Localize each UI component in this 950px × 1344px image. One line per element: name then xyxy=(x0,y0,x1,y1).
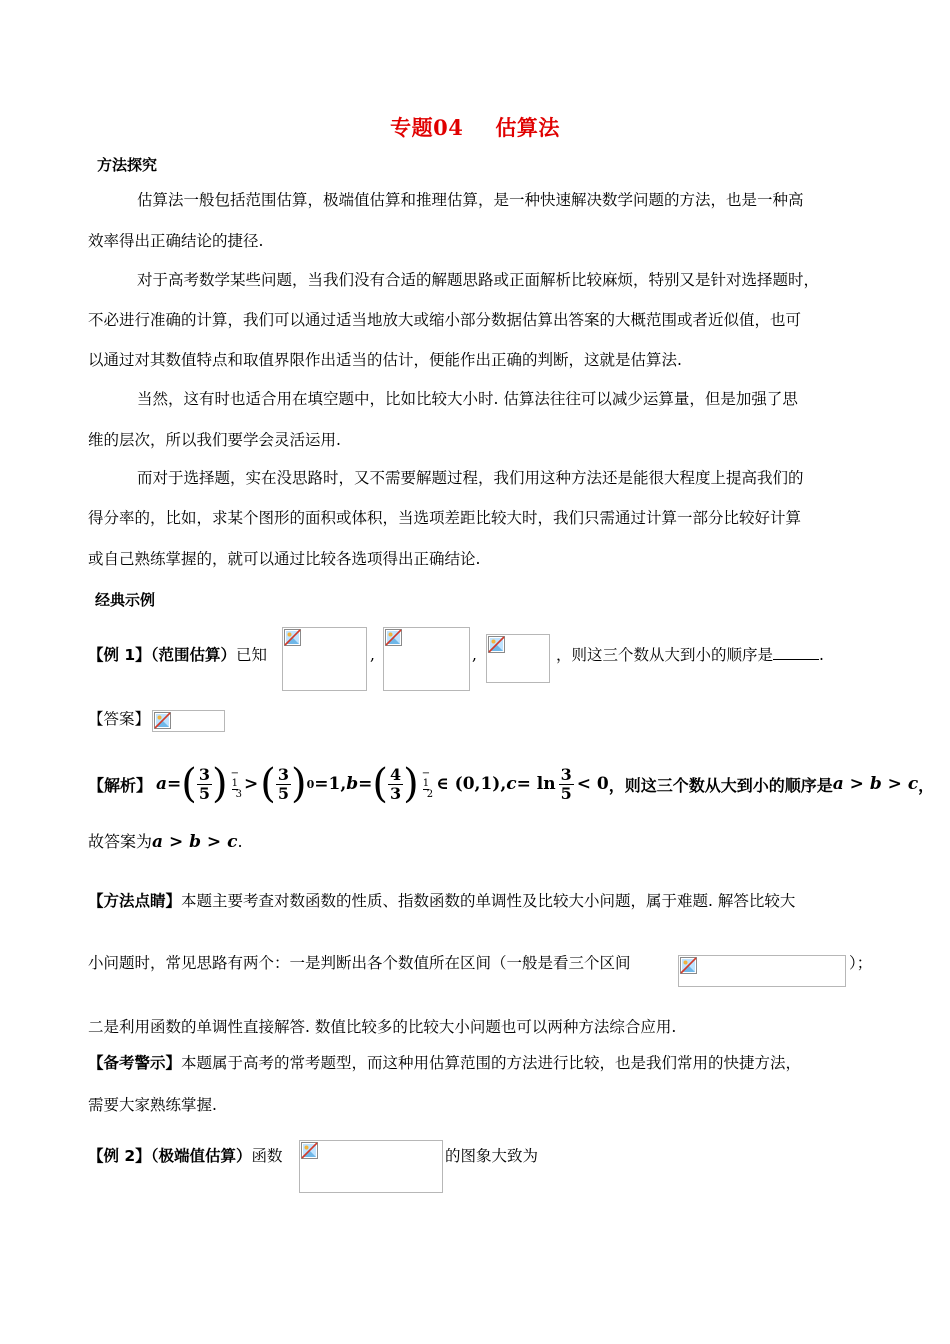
example2-tag: （极端值估算） xyxy=(150,1147,252,1165)
intro-p4-line2: 得分率的，比如，求某个图形的面积或体积，当选项差距比较大时，我们只需通过计算一部分比较好计算 xyxy=(88,509,802,527)
analysis-formula: 【解析】 a = ( $\frac{3}{5}$ ) − 1 3 > ( $\frac{3}{5}$ ) 0 =1, b = ( $\frac{4}{3}$ ) − 1 2 ∈ (0,1), c = ln $\frac{3}{5}$ < 0 ，则这三个数从大到小的顺序是 a > b > c ， xyxy=(88,761,935,807)
example1-question xyxy=(556,645,824,665)
fraction-3-5-b: $\frac{3}{5}$ xyxy=(277,764,290,803)
broken-image-icon xyxy=(680,957,697,974)
intro-p4-line1: 而对于选择题，实在没思路时，又不需要解题过程，我们用这种方法还是能很大程度上提高我们的 xyxy=(137,469,804,487)
example1-end: . xyxy=(819,646,824,664)
analysis-order: a > b > c xyxy=(832,774,919,794)
method-note-line1: 【方法点睛】本题主要考查对数函数的性质、指数函数的单调性及比较大小问题，属于难题. 解答比较大 xyxy=(88,892,796,910)
intro-p4-line3: 或自己熟练掌握的，就可以通过比较各选项得出正确结论. xyxy=(88,550,481,568)
intro-p3-line2: 维的层次，所以我们要学会灵活运用. xyxy=(88,431,341,449)
ln-operator: = ln xyxy=(516,774,556,794)
exponent-neg-1-3: − 1 3 xyxy=(230,767,243,800)
intro-p2-line2: 不必进行准确的计算，我们可以通过适当地放大或缩小部分数据估算出答案的大概范围或者近似值，也可 xyxy=(88,311,802,329)
example2-tail: 的图象大致为 xyxy=(445,1147,539,1165)
analysis-label: 【解析】 xyxy=(88,775,153,795)
interval-0-1: ∈ (0,1), xyxy=(436,774,507,794)
example1-comma-1: , xyxy=(370,646,375,664)
intro-p1-line2: 效率得出正确结论的捷径. xyxy=(88,232,264,250)
page-title xyxy=(0,112,950,142)
greater-than: > xyxy=(244,774,259,794)
broken-image-icon xyxy=(284,629,301,646)
section-heading-method: 方法探究 xyxy=(97,156,158,174)
intro-p3-line1: 当然，这有时也适合用在填空题中，比如比较大小时. 估算法往往可以减少运算量，但是加强了思 xyxy=(137,390,798,408)
var-b: b xyxy=(346,774,359,794)
fraction-4-3: $\frac{4}{3}$ xyxy=(390,764,402,803)
broken-image-icon xyxy=(301,1142,318,1159)
fraction-3-5-c: $\frac{3}{5}$ xyxy=(560,764,572,803)
analysis-conclusion: 故答案为a > b > c. xyxy=(88,832,243,852)
method-note-line2-end: ）； xyxy=(849,954,873,972)
example1-tag: （范围估算） xyxy=(150,646,236,664)
answer-blank xyxy=(773,645,819,660)
method-note-line2: 小问题时，常见思路有两个：一是判断出各个数值所在区间（一般是看三个区间 xyxy=(88,954,631,972)
broken-image-icon xyxy=(385,629,402,646)
method-note-label: 【方法点睛】 xyxy=(88,892,182,910)
conclusion-order: a > b > c xyxy=(152,832,238,852)
var-a: a xyxy=(156,774,168,794)
example2-label: 【例 2】 xyxy=(88,1147,151,1165)
example1-comma-2: , xyxy=(472,646,477,664)
title-number: 专题04 xyxy=(390,115,464,140)
intro-p2-line1: 对于高考数学某些问题，当我们没有合适的解题思路或正面解析比较麻烦，特别又是针对选择题时， xyxy=(137,271,820,289)
answer-label: 【答案】 xyxy=(88,710,151,728)
answer-image xyxy=(152,710,225,732)
example2-intro: 【例 2】（极端值估算）函数 xyxy=(88,1147,283,1165)
warning-line2: 需要大家熟练掌握. xyxy=(88,1096,217,1114)
formula-image-a xyxy=(282,627,367,691)
title-text: 估算法 xyxy=(495,115,560,140)
var-c: c xyxy=(506,774,517,794)
example1-label: 【例 1】 xyxy=(88,646,151,664)
function-image xyxy=(299,1140,443,1193)
less-than-zero: < 0 xyxy=(576,774,609,794)
fraction-3-5: $\frac{3}{5}$ xyxy=(198,764,211,803)
exponent-neg-1-2: − 1 2 xyxy=(421,767,434,800)
intro-p1-line1: 估算法一般包括范围估算，极端值估算和推理估算，是一种快速解决数学问题的方法，也是一种高 xyxy=(137,191,804,209)
broken-image-icon xyxy=(154,712,171,729)
formula-image-b xyxy=(383,627,470,691)
equals-sign: = xyxy=(167,774,182,794)
formula-image-c xyxy=(486,634,550,683)
example1-intro xyxy=(88,645,267,665)
example1-lead: 已知 xyxy=(235,646,267,664)
exponent-zero: 0 xyxy=(306,777,315,791)
section-heading-examples: 经典示例 xyxy=(95,591,156,609)
broken-image-icon xyxy=(488,636,505,653)
warning-label: 【备考警示】 xyxy=(88,1054,182,1072)
analysis-tail: ，则这三个数从大到小的顺序是 xyxy=(608,775,833,795)
warning-line1: 【备考警示】本题属于高考的常考题型，而这种用估算范围的方法进行比较，也是我们常用的快捷方法， xyxy=(88,1054,802,1072)
example1-tail: ，则这三个数从大到小的顺序是 xyxy=(556,646,774,664)
interval-image xyxy=(678,955,846,987)
method-note-line3: 二是利用函数的单调性直接解答. 数值比较多的比较大小问题也可以两种方法综合应用. xyxy=(88,1018,677,1036)
equals-one: =1, xyxy=(314,774,347,794)
intro-p2-line3: 以通过对其数值特点和取值界限作出适当的估计，便能作出正确的判断，这就是估算法. xyxy=(88,351,682,369)
